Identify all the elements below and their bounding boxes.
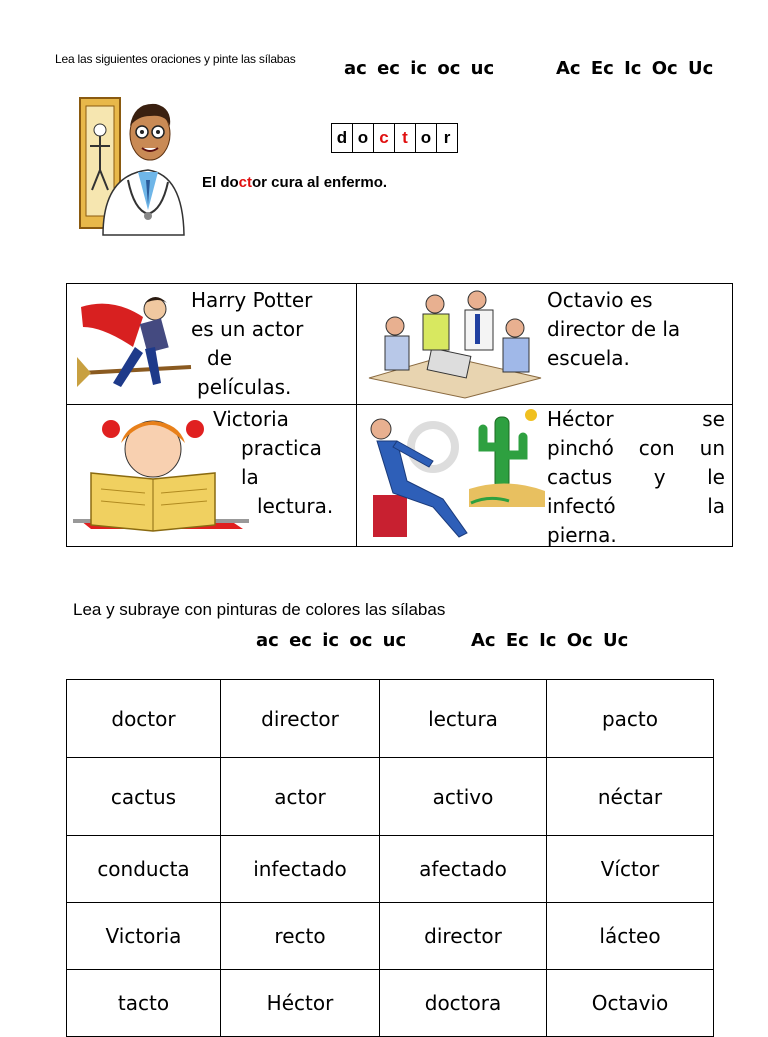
word: le: [707, 465, 725, 489]
word: se: [702, 407, 725, 431]
hector-text: [547, 405, 725, 550]
word: con: [638, 436, 675, 460]
section2-syllables-lowercase: ac ec ic oc uc: [256, 630, 407, 651]
syllables-lowercase: ac ec ic oc uc: [344, 58, 495, 79]
text-line: [547, 463, 725, 492]
text-line: [547, 434, 725, 463]
word: Héctor: [547, 407, 614, 431]
doctor-illustration: [78, 90, 188, 238]
letter-box: o: [416, 124, 437, 152]
letter-box-highlighted: c: [374, 124, 395, 152]
word: infectó: [547, 494, 616, 518]
text-line: [547, 405, 725, 434]
text-line: practica: [241, 436, 322, 460]
letter-box: o: [353, 124, 374, 152]
octavio-text: [547, 286, 680, 373]
sentence-highlight: ct: [238, 174, 253, 191]
word-cell: doctora: [380, 970, 547, 1037]
sentence-part: or cura al enfermo.: [252, 174, 388, 191]
word-cell: lectura: [380, 680, 547, 758]
picture-sentences-table: [66, 283, 733, 547]
word: y: [653, 465, 666, 489]
text-line: director de la: [547, 317, 681, 341]
word: cactus: [547, 465, 613, 489]
text-line: lectura.: [257, 494, 334, 518]
word-cell: Héctor: [221, 970, 380, 1037]
word: la: [707, 494, 725, 518]
text-line: [547, 492, 725, 521]
table-row: [67, 903, 714, 970]
cell-octavio: [357, 284, 733, 405]
harry-text: [191, 286, 312, 402]
cell-hector: [357, 405, 733, 547]
syllables-uppercase: Ac Ec Ic Oc Uc: [556, 58, 714, 79]
harry-potter-illustration: [73, 287, 193, 399]
word-cell: pacto: [547, 680, 714, 758]
word-cell: néctar: [547, 758, 714, 836]
letter-box: d: [332, 124, 353, 152]
text-line: de: [207, 346, 232, 370]
word-table: [66, 679, 714, 1037]
word-cell: recto: [221, 903, 380, 970]
word-cell: Victoria: [67, 903, 221, 970]
word-cell: director: [221, 680, 380, 758]
word-cell: infectado: [221, 836, 380, 903]
word-cell: cactus: [67, 758, 221, 836]
word-cell: activo: [380, 758, 547, 836]
example-word-boxes: [331, 123, 458, 153]
table-row: [67, 836, 714, 903]
example-sentence: [202, 174, 387, 191]
text-line: la: [241, 465, 259, 489]
text-line: pierna.: [547, 523, 617, 547]
word-cell: actor: [221, 758, 380, 836]
cactus-illustration: [469, 407, 545, 507]
text-line: Victoria: [213, 407, 289, 431]
cell-harry-potter: [67, 284, 357, 405]
word: pinchó: [547, 436, 614, 460]
cell-victoria: [67, 405, 357, 547]
table-row: [67, 970, 714, 1037]
word-cell: lácteo: [547, 903, 714, 970]
word-cell: doctor: [67, 680, 221, 758]
word-cell: Octavio: [547, 970, 714, 1037]
section2-instruction: Lea y subraye con pinturas de colores las sílabas: [73, 600, 446, 619]
sick-man-illustration: [363, 407, 471, 543]
table-row: [67, 680, 714, 758]
word-cell: tacto: [67, 970, 221, 1037]
text-line: Octavio es: [547, 288, 653, 312]
word-cell: conducta: [67, 836, 221, 903]
victoria-text: [213, 405, 351, 521]
meeting-illustration: [365, 286, 543, 400]
text-line: escuela.: [547, 346, 630, 370]
instruction-text: Lea las siguientes oraciones y pinte las sílabas: [55, 52, 296, 66]
text-line: Harry Potter: [191, 288, 313, 312]
sentence-part: El do: [202, 174, 239, 191]
text-line: películas.: [197, 375, 292, 399]
table-row: [67, 758, 714, 836]
word-cell: afectado: [380, 836, 547, 903]
text-line: es un actor: [191, 317, 304, 341]
word: un: [699, 436, 725, 460]
word-cell: Víctor: [547, 836, 714, 903]
section2-syllables-uppercase: Ac Ec Ic Oc Uc: [471, 630, 629, 651]
letter-box-highlighted: t: [395, 124, 416, 152]
word-cell: director: [380, 903, 547, 970]
letter-box: r: [437, 124, 458, 152]
